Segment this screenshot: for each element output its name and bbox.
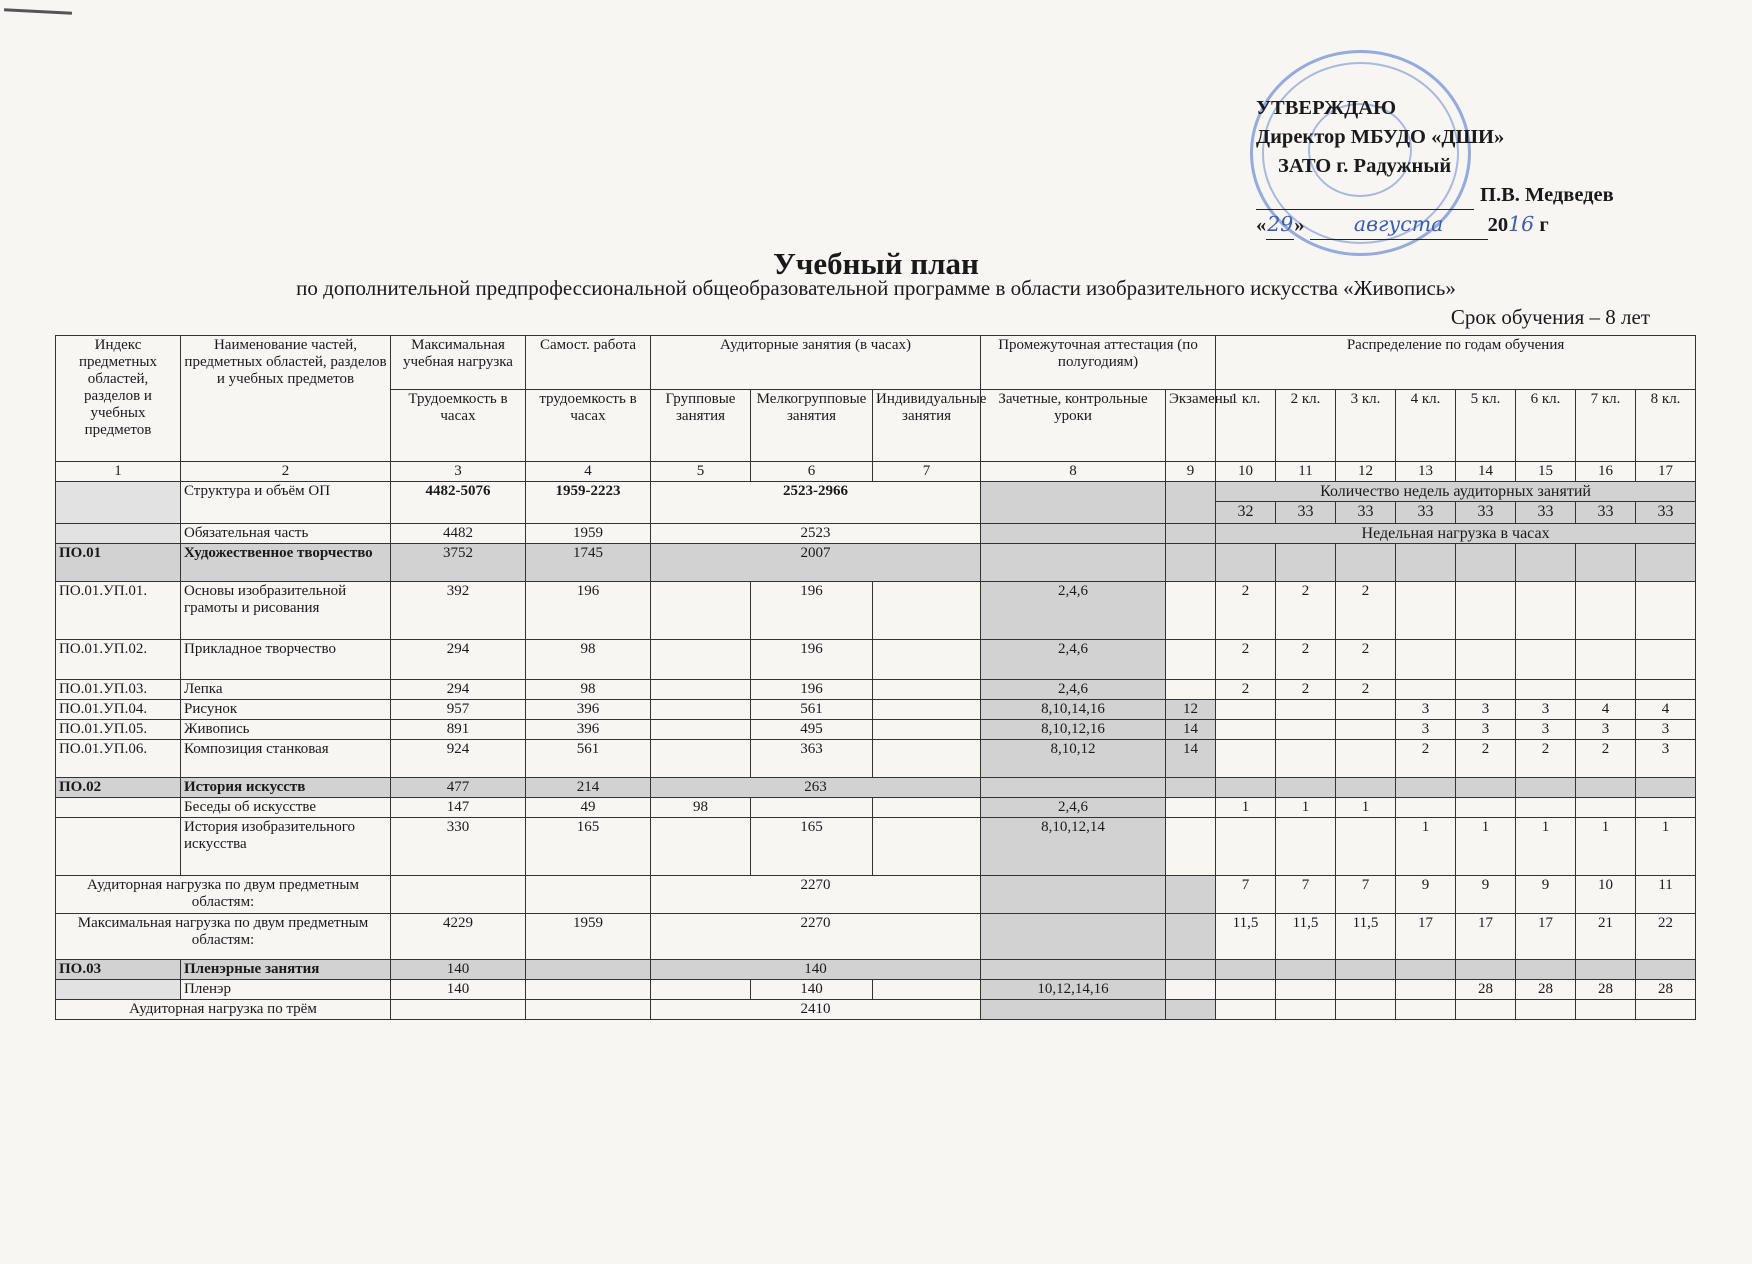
subject-indiv [873,798,981,818]
grade-hours: 11,5 [1216,914,1276,960]
section-max: 3752 [391,544,526,582]
aud-three-row [56,1000,1696,1020]
column-number: 16 [1576,462,1636,482]
header-group: Групповые занятия [651,390,751,462]
column-number: 7 [873,462,981,482]
subject-self: 49 [526,798,651,818]
grade-hours: 28 [1636,980,1696,1000]
subject-exam [1166,818,1216,876]
subject-row [56,740,1696,778]
grade-hours [1636,640,1696,680]
weeks-label: Количество недель аудиторных занятий [1216,482,1696,502]
structure-self: 1959-2223 [526,482,651,524]
subject-group [651,740,751,778]
column-number-row [56,462,1696,482]
grade-hours: 1 [1216,798,1276,818]
grade-hours: 2 [1456,740,1516,778]
subject-group [651,582,751,640]
subject-indiv [873,720,981,740]
subject-group [651,818,751,876]
header-self: Самост. работа [526,336,651,390]
column-number: 4 [526,462,651,482]
header-max-sub: Трудоемкость в часах [391,390,526,462]
grade-hours: 17 [1456,914,1516,960]
subject-row [56,700,1696,720]
subject-row [56,680,1696,700]
subject-name: Лепка [181,680,391,700]
approval-date-line [1256,210,1676,240]
grade-hours: 2 [1516,740,1576,778]
grade-hours: 2 [1336,680,1396,700]
approval-month: августа [1310,210,1488,240]
grade-hours: 2 [1276,680,1336,700]
subject-max: 392 [391,582,526,640]
signature-blank [1256,189,1474,210]
subject-self: 165 [526,818,651,876]
grade-hours: 2 [1276,582,1336,640]
grade-hours [1636,798,1696,818]
mandatory-auditory: 2523 [651,524,981,544]
column-number: 11 [1276,462,1336,482]
structure-row [56,482,1696,502]
subject-group [651,720,751,740]
subject-small: 165 [751,818,873,876]
grade-hours [1336,980,1396,1000]
section-index: ПО.03 [56,960,181,980]
aud-two-row [56,876,1696,914]
subject-credit: 8,10,12 [981,740,1166,778]
grade-hours [1456,582,1516,640]
grade-hours: 21 [1576,914,1636,960]
column-number: 12 [1336,462,1396,482]
header-grade: 2 кл. [1276,390,1336,462]
subject-name: Прикладное творчество [181,640,391,680]
grade-hours: 3 [1516,700,1576,720]
subject-exam [1166,582,1216,640]
grade-hours [1636,680,1696,700]
mandatory-max: 4482 [391,524,526,544]
subject-name: Пленэр [181,980,391,1000]
grade-hours: 2 [1216,582,1276,640]
max-two-label: Максимальная нагрузка по двум предметным областям: [56,914,391,960]
section-self: 214 [526,778,651,798]
grade-hours: 1 [1516,818,1576,876]
subject-exam: 14 [1166,720,1216,740]
max-two-auditory: 2270 [651,914,981,960]
subject-credit: 2,4,6 [981,680,1166,700]
subject-credit: 8,10,14,16 [981,700,1166,720]
weeks-value: 33 [1576,502,1636,524]
subject-indiv [873,700,981,720]
grade-hours [1216,720,1276,740]
section-max: 477 [391,778,526,798]
header-grade: 8 кл. [1636,390,1696,462]
grade-hours [1336,818,1396,876]
subject-row [56,640,1696,680]
mandatory-self: 1959 [526,524,651,544]
header-exam: Экзамены [1166,390,1216,462]
subject-indiv [873,680,981,700]
grade-hours [1516,640,1576,680]
section-auditory: 140 [651,960,981,980]
grade-hours: 11,5 [1276,914,1336,960]
grade-hours [1576,798,1636,818]
section-index: ПО.01 [56,544,181,582]
grade-hours: 2 [1216,640,1276,680]
subject-self: 98 [526,680,651,700]
column-number: 1 [56,462,181,482]
header-name: Наименование частей, предметных областей, разделов и учебных предметов [181,336,391,462]
subject-exam: 14 [1166,740,1216,778]
column-number: 9 [1166,462,1216,482]
subject-small: 495 [751,720,873,740]
header-index: Индекс предметных областей, разделов и учебных предметов [56,336,181,462]
year-prefix: 20 [1487,214,1509,236]
grade-hours [1216,980,1276,1000]
grade-hours: 17 [1396,914,1456,960]
year-unit: г [1539,214,1549,236]
subject-name: История изобразительного искусства [181,818,391,876]
grade-hours [1396,680,1456,700]
mandatory-credit [981,524,1166,544]
column-number: 15 [1516,462,1576,482]
study-duration: Срок обучения – 8 лет [1450,305,1650,329]
subject-name: Живопись [181,720,391,740]
header-auditory: Аудиторные занятия (в часах) [651,336,981,390]
subject-max: 147 [391,798,526,818]
grade-hours [1216,700,1276,720]
subject-credit: 10,12,14,16 [981,980,1166,1000]
grade-hours: 7 [1336,876,1396,914]
approval-day: 29 [1266,210,1294,240]
grade-hours [1456,680,1516,700]
subject-row [56,720,1696,740]
grade-hours: 11 [1636,876,1696,914]
grade-hours: 1 [1576,818,1636,876]
grade-hours: 7 [1216,876,1276,914]
subject-credit: 8,10,12,16 [981,720,1166,740]
mandatory-row [56,524,1696,544]
section-name: Художественное творчество [181,544,391,582]
header-max: Максимальная учебная нагрузка [391,336,526,390]
section-auditory: 2007 [651,544,981,582]
column-number: 3 [391,462,526,482]
approval-line-2: Директор МБУДО «ДШИ» [1256,126,1505,148]
grade-hours: 1 [1456,818,1516,876]
quote-close: » [1294,214,1305,236]
subject-index [56,818,181,876]
section-credit [981,544,1166,582]
grade-hours: 10 [1576,876,1636,914]
header-credit: Зачетные, контрольные уроки [981,390,1166,462]
section-name: Пленэрные занятия [181,960,391,980]
subject-credit: 8,10,12,14 [981,818,1166,876]
subject-self: 196 [526,582,651,640]
approval-signature-line [1256,181,1676,210]
section-name: История искусств [181,778,391,798]
weeks-value: 32 [1216,502,1276,524]
grade-hours [1276,720,1336,740]
structure-credit [981,482,1166,524]
grade-hours [1576,640,1636,680]
grade-hours: 2 [1396,740,1456,778]
column-number: 8 [981,462,1166,482]
grade-hours [1396,582,1456,640]
subject-name: Беседы об искусстве [181,798,391,818]
approval-block [1256,94,1676,240]
max-two-row [56,914,1696,960]
grade-hours [1276,818,1336,876]
grade-hours [1456,798,1516,818]
header-small-group: Мелкогрупповые занятия [751,390,873,462]
subject-group [651,640,751,680]
grade-hours [1276,980,1336,1000]
grade-hours: 1 [1396,818,1456,876]
grade-hours: 7 [1276,876,1336,914]
subject-index: ПО.01.УП.01. [56,582,181,640]
max-two-self: 1959 [526,914,651,960]
structure-auditory: 2523-2966 [651,482,981,524]
subject-name: Композиция станковая [181,740,391,778]
aud-three-auditory: 2410 [651,1000,981,1020]
section-po01-row [56,544,1696,582]
grade-hours [1456,640,1516,680]
subject-index [56,798,181,818]
grade-hours [1336,720,1396,740]
grade-hours: 2 [1576,740,1636,778]
column-number: 6 [751,462,873,482]
subject-exam [1166,640,1216,680]
subject-self: 561 [526,740,651,778]
weeks-value: 33 [1456,502,1516,524]
column-number: 2 [181,462,391,482]
grade-hours: 4 [1576,700,1636,720]
structure-exam [1166,482,1216,524]
weeks-value: 33 [1276,502,1336,524]
structure-max: 4482-5076 [391,482,526,524]
subject-index: ПО.01.УП.06. [56,740,181,778]
weeks-value: 33 [1336,502,1396,524]
grade-hours: 3 [1576,720,1636,740]
grade-hours: 9 [1396,876,1456,914]
subject-group: 98 [651,798,751,818]
header-attestation: Промежуточная аттестация (по полугодиям) [981,336,1216,390]
subject-index: ПО.01.УП.03. [56,680,181,700]
document-subtitle: по дополнительной предпрофессиональной общеобразовательной программе в области изобразительного искусства «Живопись» [296,276,1456,300]
grade-hours: 3 [1396,700,1456,720]
grade-hours: 3 [1456,720,1516,740]
section-max: 140 [391,960,526,980]
grade-hours: 1 [1636,818,1696,876]
section-index: ПО.02 [56,778,181,798]
grade-hours: 1 [1276,798,1336,818]
grade-hours: 2 [1216,680,1276,700]
subject-small: 363 [751,740,873,778]
approval-line-1: УТВЕРЖДАЮ [1256,97,1397,119]
subject-max: 294 [391,640,526,680]
subject-credit: 2,4,6 [981,798,1166,818]
grade-hours [1636,582,1696,640]
subject-index: ПО.01.УП.05. [56,720,181,740]
subject-max: 140 [391,980,526,1000]
grade-hours [1576,680,1636,700]
grade-hours: 3 [1636,720,1696,740]
grade-hours: 2 [1336,582,1396,640]
grade-hours [1516,582,1576,640]
subject-small [751,798,873,818]
quote-open: « [1256,214,1267,236]
header-grade: 4 кл. [1396,390,1456,462]
subject-name: Рисунок [181,700,391,720]
column-number: 13 [1396,462,1456,482]
subject-exam [1166,680,1216,700]
subject-indiv [873,818,981,876]
grade-hours: 3 [1636,740,1696,778]
max-two-max: 4229 [391,914,526,960]
section-auditory: 263 [651,778,981,798]
grade-hours [1516,680,1576,700]
document-title: Учебный план [773,246,979,281]
subject-index: ПО.01.УП.04. [56,700,181,720]
grade-hours: 2 [1336,640,1396,680]
subject-row [56,980,1696,1000]
mandatory-name: Обязательная часть [181,524,391,544]
subject-max: 924 [391,740,526,778]
header-self-sub: трудоемкость в часах [526,390,651,462]
subject-row [56,798,1696,818]
grade-hours [1576,582,1636,640]
subject-max: 891 [391,720,526,740]
grade-hours: 3 [1516,720,1576,740]
subject-exam: 12 [1166,700,1216,720]
subject-index: ПО.01.УП.02. [56,640,181,680]
grade-hours [1396,798,1456,818]
grade-hours [1216,818,1276,876]
grade-hours [1336,740,1396,778]
section-po02-row [56,778,1696,798]
subject-self: 98 [526,640,651,680]
grade-hours: 9 [1516,876,1576,914]
grade-hours: 11,5 [1336,914,1396,960]
weeks-value: 33 [1516,502,1576,524]
grade-hours: 17 [1516,914,1576,960]
subject-group [651,680,751,700]
mandatory-index [56,524,181,544]
subject-max: 330 [391,818,526,876]
subject-group [651,700,751,720]
header-grade: 1 кл. [1216,390,1276,462]
grade-hours [1516,798,1576,818]
subject-small: 561 [751,700,873,720]
grade-hours: 28 [1516,980,1576,1000]
subject-small: 140 [751,980,873,1000]
section-exam [1166,544,1216,582]
mandatory-exam [1166,524,1216,544]
grade-hours: 28 [1576,980,1636,1000]
header-grade: 7 кл. [1576,390,1636,462]
grade-hours [1396,640,1456,680]
subject-self: 396 [526,700,651,720]
subject-indiv [873,640,981,680]
grade-hours: 28 [1456,980,1516,1000]
header-row-1 [56,336,1696,390]
column-number: 17 [1636,462,1696,482]
header-grade: 6 кл. [1516,390,1576,462]
grade-hours [1396,980,1456,1000]
column-number: 10 [1216,462,1276,482]
approval-line-3: ЗАТО г. Радужный [1278,155,1452,177]
subject-credit: 2,4,6 [981,640,1166,680]
grade-hours [1276,700,1336,720]
header-grade: 3 кл. [1336,390,1396,462]
subject-self: 396 [526,720,651,740]
grade-hours: 2 [1276,640,1336,680]
section-self: 1745 [526,544,651,582]
grade-hours: 3 [1396,720,1456,740]
subject-max: 294 [391,680,526,700]
director-name: П.В. Медведев [1480,184,1614,206]
grade-hours: 9 [1456,876,1516,914]
subject-small: 196 [751,640,873,680]
subject-indiv [873,582,981,640]
section-po03-row [56,960,1696,980]
grade-hours [1276,740,1336,778]
header-individual: Индивидуальные занятия [873,390,981,462]
subject-max: 957 [391,700,526,720]
grade-hours: 22 [1636,914,1696,960]
subject-exam [1166,798,1216,818]
curriculum-table [55,335,1696,1020]
column-number: 14 [1456,462,1516,482]
subject-small: 196 [751,680,873,700]
header-distribution: Распределение по годам обучения [1216,336,1696,390]
aud-three-label: Аудиторная нагрузка по трём [56,1000,391,1020]
subject-credit: 2,4,6 [981,582,1166,640]
subject-row [56,582,1696,640]
grade-hours: 4 [1636,700,1696,720]
grade-hours [1216,740,1276,778]
subject-name: Основы изобразительной грамоты и рисования [181,582,391,640]
year-suffix: 16 [1508,212,1535,236]
weeks-value: 33 [1636,502,1696,524]
grade-hours: 1 [1336,798,1396,818]
aud-two-auditory: 2270 [651,876,981,914]
grade-hours [1336,700,1396,720]
header-grade: 5 кл. [1456,390,1516,462]
grade-hours: 3 [1456,700,1516,720]
column-number: 5 [651,462,751,482]
weekly-load-label: Недельная нагрузка в часах [1216,524,1696,544]
aud-two-label: Аудиторная нагрузка по двум предметным областям: [56,876,391,914]
subject-row [56,818,1696,876]
structure-index [56,482,181,524]
subject-small: 196 [751,582,873,640]
structure-name: Структура и объём ОП [181,482,391,524]
corner-mark [4,8,72,15]
subject-indiv [873,740,981,778]
weeks-value: 33 [1396,502,1456,524]
